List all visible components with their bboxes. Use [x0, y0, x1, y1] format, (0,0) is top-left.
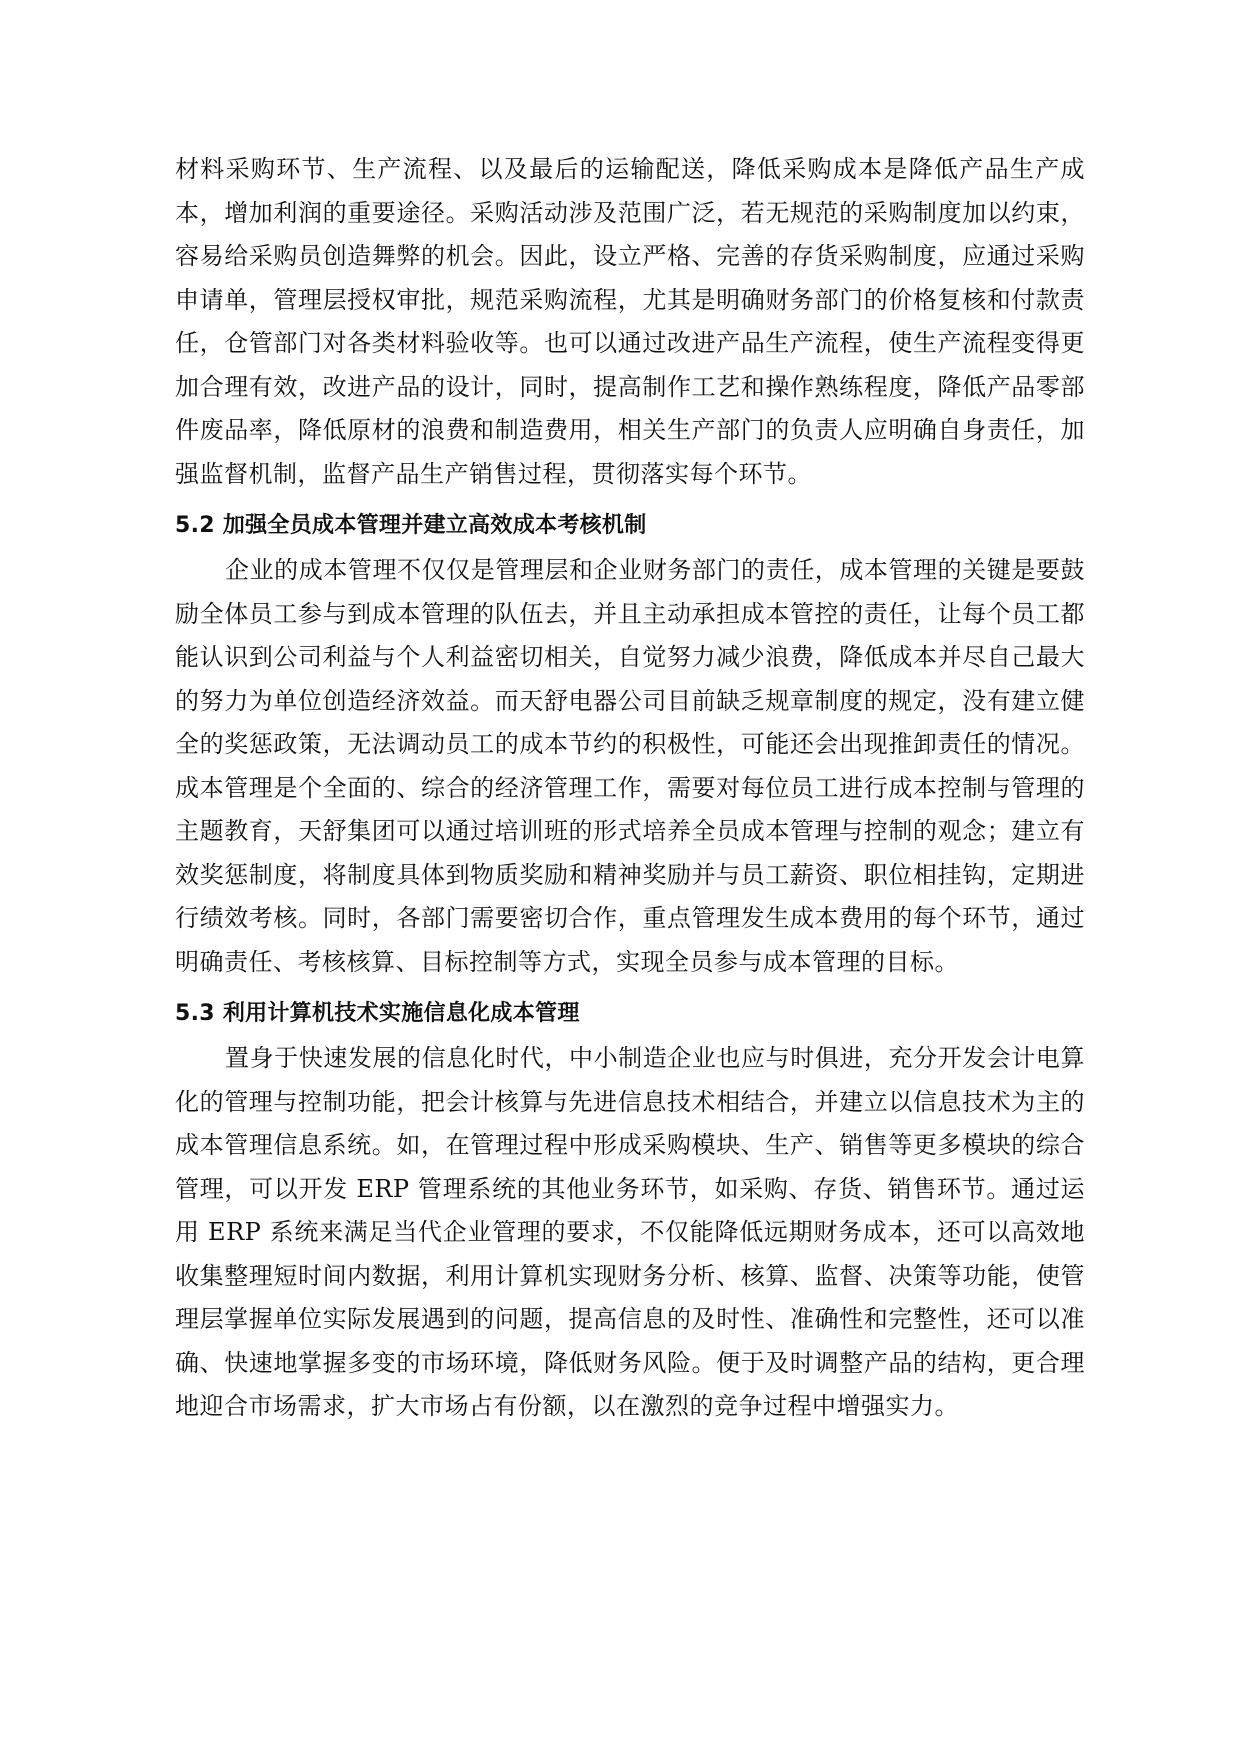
section-5-3-paragraph: 置身于快速发展的信息化时代，中小制造企业也应与时俱进，充分开发会计电算化的管理与控制功能，把会计核算与先进信息技术相结合，并建立以信息技术为主的成本管理信息系统。如，在管理过程中形成采购模块、生产、销售等更多模块的综合管理，可以开发 ERP 管理系统的其他业务环节，如采购、存货、销售环节。通过运用 ERP 系统来满足当代企业管理的要求，不仅能降低远期财务成本，还可以高效地收集整理短时间内数据，利用计算机实现财务分析、核算、监督、决策等功能，使管理层掌握单位实际发展遇到的问题，提高信息的及时性、准确性和完整性，还可以准确、快速地掌握多变的市场环境，降低财务风险。便于及时调整产品的结构，更合理地迎合市场需求，扩大市场占有份额，以在激烈的竞争过程中增强实力。 [175, 1044, 1085, 1420]
document-content [175, 148, 1085, 1429]
section-heading-5-3: 5.3 利用计算机技术实施信息化成本管理 [175, 1001, 580, 1026]
section-heading-5-2: 5.2 加强全员成本管理并建立高效成本考核机制 [175, 513, 647, 538]
intro-paragraph: 材料采购环节、生产流程、以及最后的运输配送，降低采购成本是降低产品生产成本，增加利润的重要途径。采购活动涉及范围广泛，若无规范的采购制度加以约束，容易给采购员创造舞弊的机会。因此，设立严格、完善的存货采购制度，应通过采购申请单，管理层授权审批，规范采购流程，尤其是明确财务部门的价格复核和付款责任，仓管部门对各类材料验收等。也可以通过改进产品生产流程，使生产流程变得更加合理有效，改进产品的设计，同时，提高制作工艺和操作熟练程度，降低产品零部件废品率，降低原材的浪费和制造费用，相关生产部门的负责人应明确自身责任，加强监督机制，监督产品生产销售过程，贯彻落实每个环节。 [175, 155, 1085, 488]
section-5-2-paragraph: 企业的成本管理不仅仅是管理层和企业财务部门的责任，成本管理的关键是要鼓励全体员工参与到成本管理的队伍去，并且主动承担成本管控的责任，让每个员工都能认识到公司利益与个人利益密切相关，自觉努力减少浪费，降低成本并尽自己最大的努力为单位创造经济效益。而天舒电器公司目前缺乏规章制度的规定，没有建立健全的奖惩政策，无法调动员工的成本节约的积极性，可能还会出现推卸责任的情况。成本管理是个全面的、综合的经济管理工作，需要对每位员工进行成本控制与管理的主题教育，天舒集团可以通过培训班的形式培养全员成本管理与控制的观念；建立有效奖惩制度，将制度具体到物质奖励和精神奖励并与员工薪资、职位相挂钩，定期进行绩效考核。同时，各部门需要密切合作，重点管理发生成本费用的每个环节，通过明确责任、考核核算、目标控制等方式，实现全员参与成本管理的目标。 [175, 556, 1085, 976]
